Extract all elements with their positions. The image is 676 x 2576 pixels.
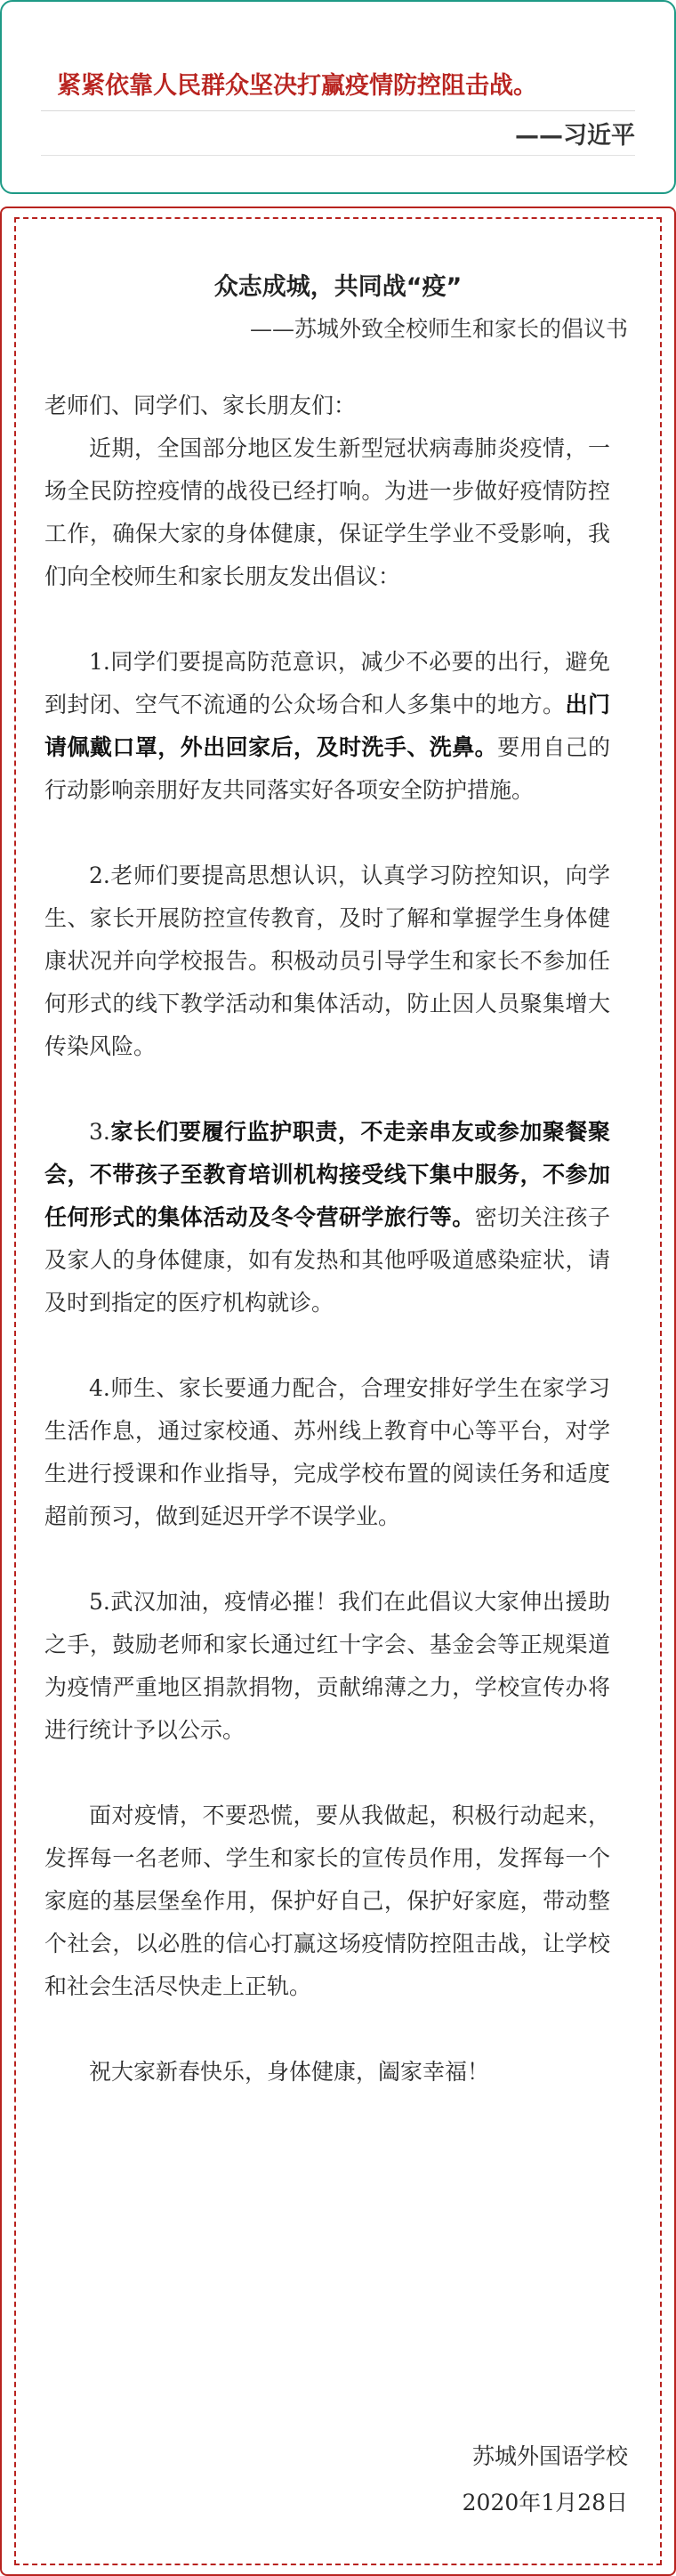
quote-text: 紧紧依靠人民群众坚决打赢疫情防控阻击战。 bbox=[57, 72, 537, 100]
letter-title: 众志成城，共同战“疫” bbox=[213, 273, 463, 301]
intro-paragraph: 近期，全国部分地区发生新型冠状病毒肺炎疫情，一场全民防控疫情的战役已经打响。为进一步做好疫情防控工作，确保大家的身体健康，保证学生学业不受影响，我们向全校师生和家长朋友发出倡议： bbox=[44, 435, 610, 589]
item-1-text-end: 要用自己的行动影响亲朋好友共同落实好各项安全防护措施。 bbox=[44, 734, 610, 803]
item-4-paragraph: 4.师生、家长要通力配合，合理安排好学生在家学习生活作息，通过家校通、苏州线上教育中心等平台，对学生进行授课和作业指导，完成学校布置的阅读任务和适度超前预习，做到延迟开学不误学业。 bbox=[44, 1375, 610, 1529]
quote-card bbox=[0, 0, 676, 194]
item-1-emphasis: 出门请佩戴口罩，外出回家后，及时洗手、洗鼻。 bbox=[44, 692, 610, 760]
signature-date: 2020年1月28日 bbox=[462, 2490, 628, 2515]
item-3-text: 密切关注孩子及家人的身体健康，如有发热和其他呼吸道感染症状，请及时到指定的医疗机构就诊。 bbox=[44, 1204, 610, 1316]
item-5-paragraph: 5.武汉加油，疫情必摧！我们在此倡议大家伸出援助之手，鼓励老师和家长通过红十字会、基金会等正规渠道为疫情严重地区捐款捐物，贡献绵薄之力，学校宣传办将进行统计予以公示。 bbox=[44, 1589, 610, 1743]
quote-divider-bottom bbox=[41, 155, 635, 156]
signature-school: 苏城外国语学校 bbox=[471, 2443, 628, 2469]
wish-line: 祝大家新春快乐，身体健康，阖家幸福！ bbox=[89, 2059, 490, 2085]
item-1-text: 1.同学们要提高防范意识，减少不必要的出行，避免到封闭、空气不流通的公众场合和人多集中的地方。 bbox=[44, 649, 610, 717]
item-3-number: 3. bbox=[89, 1119, 110, 1145]
closing-paragraph: 面对疫情，不要恐慌，要从我做起，积极行动起来，发挥每一名老师、学生和家长的宣传员作用，发挥每一个家庭的基层堡垒作用，保护好自己，保护好家庭，带动整个社会，以必胜的信心打赢这场疫情防控阻击战，让学校和社会生活尽快走上正轨。 bbox=[44, 1802, 610, 1999]
letter-subtitle: ——苏城外致全校师生和家长的倡议书 bbox=[249, 316, 628, 342]
letter-body bbox=[44, 385, 610, 2094]
item-1-paragraph bbox=[44, 641, 610, 812]
item-3-emphasis: 家长们要履行监护职责，不走亲串友或参加聚餐聚会，不带孩子至教育培训机构接受线下集中服务，不参加任何形式的集体活动及冬令营研学旅行等。 bbox=[44, 1119, 610, 1230]
salutation: 老师们、同学们、家长朋友们： bbox=[44, 393, 357, 418]
item-2-paragraph: 2.老师们要提高思想认识，认真学习防控知识，向学生、家长开展防控宣传教育，及时了解和掌握学生身体健康状况并向学校报告。积极动员引导学生和家长不参加任何形式的线下教学活动和集体活动，防止因人员聚集增大传染风险。 bbox=[44, 863, 610, 1059]
item-3-paragraph bbox=[44, 1111, 610, 1324]
quote-divider bbox=[41, 110, 635, 111]
letter-card bbox=[0, 207, 676, 2576]
quote-attribution: ——习近平 bbox=[515, 122, 635, 150]
